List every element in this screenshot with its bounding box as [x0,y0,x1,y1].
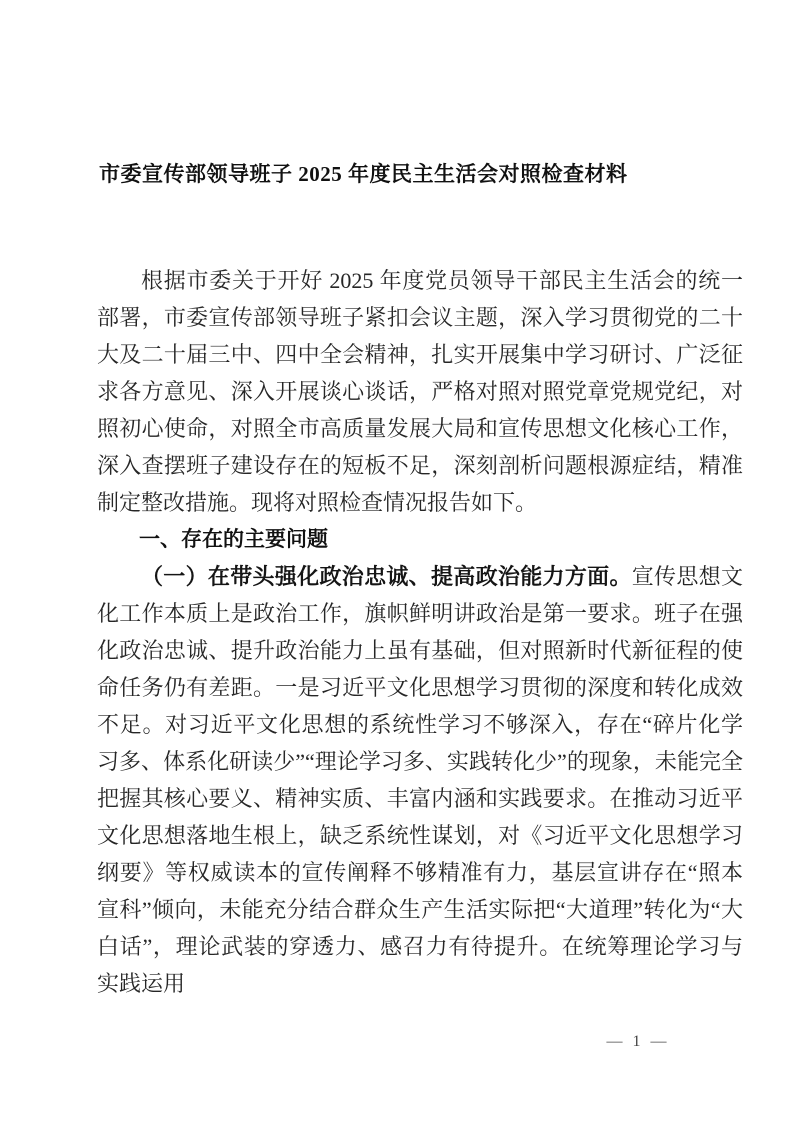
subsection-1-lead: （一）在带头强化政治忠诚、提高政治能力方面。 [141,564,632,589]
document-title: 市委宣传部领导班子 2025 年度民主生活会对照检查材料 [99,162,628,186]
subsection-1-text: 宣传思想文化工作本质上是政治工作，旗帜鲜明讲政治是第一要求。班子在强化政治忠诚、提升政治能力上虽有基础，但对照新时代新征程的使命任务仍有差距。一是习近平文化思想学习贯彻的深度和转化成效不足。对习近平文化思想的系统性学习不够深入，存在“碎片化学习多、体系化研读少”“理论学习多、实践转化少”的现象，未能完全把握其核心要义、精神实质、丰富内涵和实践要求。在推动习近平文化思想落地生根上，缺乏系统性谋划，对《习近平文化思想学习纲要》等权威读本的宣传阐释不够精准有力，基层宣讲存在“照本宣科”倾向，未能充分结合群众生产生活实际把“大道理”转化为“大白话”，理论武装的穿透力、感召力有待提升。在统筹理论学习与实践运用 [97,564,743,996]
document-body [97,262,743,1002]
subsection-1-paragraph [97,558,743,1002]
section-1-heading: 一、存在的主要问题 [139,528,328,551]
intro-paragraph: 根据市委关于开好 2025 年度党员领导干部民主生活会的统一部署，市委宣传部领导班子紧扣会议主题，深入学习贯彻党的二十大及二十届三中、四中全会精神，扎实开展集中学习研讨、广泛征求各方意见、深入开展谈心谈话，严格对照对照党章党规党纪，对照初心使命，对照全市高质量发展大局和宣传思想文化核心工作，深入查摆班子建设存在的短板不足，深刻剖析问题根源症结，精准制定整改措施。现将对照检查情况报告如下。 [97,268,743,515]
page-number: — 1 — [606,1033,670,1050]
